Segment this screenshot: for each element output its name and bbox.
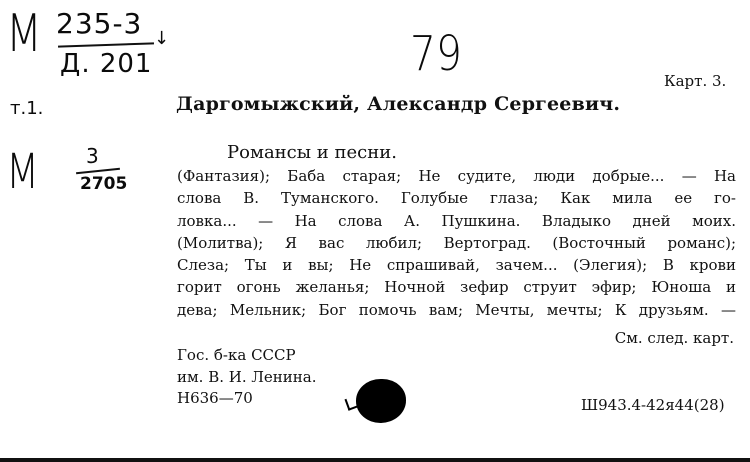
ink-stamp xyxy=(356,379,406,423)
contents-line: дева; Мельник; Бог помочь вам; Мечты, мечты; К друзьям. — xyxy=(177,300,736,319)
work-title: Романсы и песни. xyxy=(227,142,397,163)
see-next-card: См. след. карт. xyxy=(614,329,734,347)
contents-line: слова В. Туманского. Голубые глаза; Как мила ее го- xyxy=(177,189,736,208)
author-heading: Даргомыжский, Александр Сергеевич. xyxy=(176,93,621,115)
call-letter-bottom: M xyxy=(6,144,40,200)
contents-line: Слеза; Ты и вы; Не спрашивай, зачем... (Элегия); В крови xyxy=(177,256,736,275)
contents-line: (Молитва); Я вас любил; Вертоград. (Восточный романс); xyxy=(177,233,736,252)
call-number-bottom: Д. 201 xyxy=(60,49,153,79)
handwritten-mark: ↓ xyxy=(154,28,170,49)
card-number: Карт. 3. xyxy=(664,72,727,90)
call-number-divider xyxy=(58,42,154,47)
library-line: Гос. б-ка СССР xyxy=(177,346,296,364)
library-line: им. В. И. Ленина. xyxy=(177,367,317,386)
contents-line: ловка... — На слова А. Пушкина. Владыко дней моих. xyxy=(177,211,736,230)
contents-line: горит огонь желанья; Ночной зефир струит эфир; Юноша и xyxy=(177,278,736,297)
contents-line: (Фантазия); Баба старая; Не судите, люди добрые... — На xyxy=(177,167,736,185)
call-number-top: 235-3 xyxy=(56,7,143,40)
classification-code: Ш943.4-42я44(28) xyxy=(581,396,725,414)
shelf-mark-bottom: 2705 xyxy=(80,174,128,194)
contents-list xyxy=(177,165,736,321)
library-imprint xyxy=(177,345,316,410)
library-line: Н636—70 xyxy=(177,389,253,407)
shelf-mark-top: 3 xyxy=(86,144,99,168)
volume-mark: т.1. xyxy=(10,98,44,119)
card-bottom-edge xyxy=(0,458,750,462)
catalog-number: 79 xyxy=(410,26,462,82)
call-letter-top: M xyxy=(6,4,42,64)
